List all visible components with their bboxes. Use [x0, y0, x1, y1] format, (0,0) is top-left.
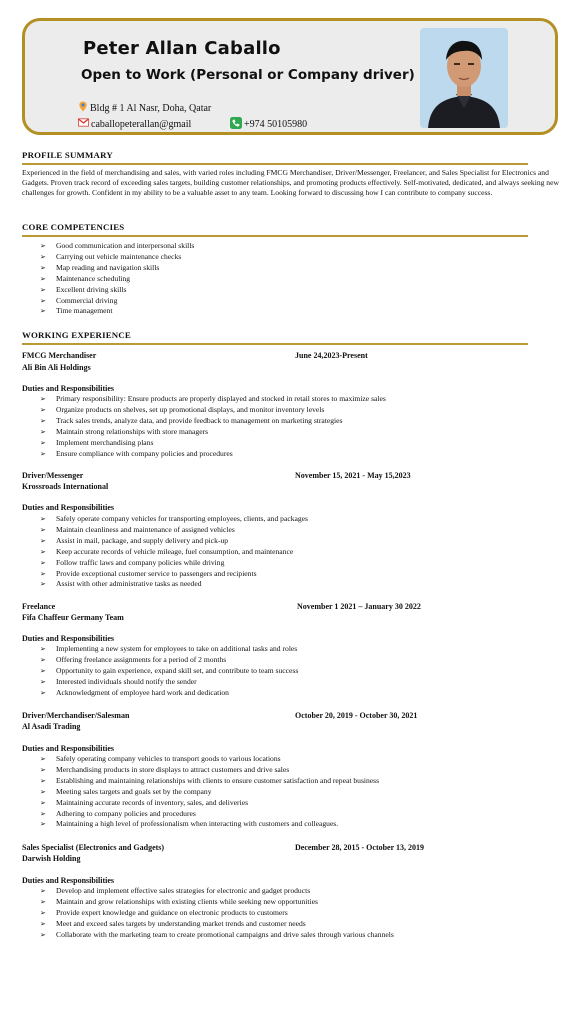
- list-item: ➢ Keep accurate records of vehicle mileage, fuel consumption, and maintenance: [40, 546, 294, 556]
- phone-text[interactable]: +974 50105980: [244, 119, 308, 130]
- job-title: Driver/Messenger: [22, 471, 84, 480]
- list-item: ➢ Maintain cleanliness and maintenance of assigned vehicles: [40, 524, 235, 534]
- list-item: ➢ Follow traffic laws and company policies while driving: [40, 557, 225, 567]
- job-company: Al Asadi Trading: [22, 722, 81, 731]
- list-item: ➢ Adhering to company policies and procedures: [40, 808, 196, 818]
- list-item: ➢ Offering freelance assignments for a period of 2 months: [40, 654, 227, 664]
- arrow-bullet-icon: ➢: [40, 897, 46, 906]
- list-item: ➢ Carrying out vehicle maintenance checks: [40, 251, 182, 261]
- arrow-bullet-icon: ➢: [40, 677, 46, 686]
- core-competencies-heading: CORE COMPETENCIES: [22, 222, 125, 232]
- job-title: Freelance: [22, 602, 56, 611]
- list-item: ➢ Provide exceptional customer service to passengers and recipients: [40, 568, 257, 578]
- resume-header: [22, 18, 558, 135]
- competencies-list: [40, 241, 194, 317]
- phone-icon: [230, 117, 242, 132]
- arrow-bullet-icon: ➢: [40, 416, 46, 425]
- arrow-bullet-icon: ➢: [40, 787, 46, 796]
- job-company: Ali Bin Ali Holdings: [22, 363, 91, 372]
- list-item: ➢ Primary responsibility: Ensure products are properly displayed and stocked in retail stores to maximize sales: [40, 394, 386, 403]
- list-item: ➢ Assist with other administrative tasks as needed: [40, 579, 202, 589]
- duties-list: [40, 754, 379, 830]
- list-item: ➢ Track sales trends, analyze data, and provide feedback to management on marketing strategies: [40, 415, 343, 425]
- list-item: ➢ Ensure compliance with company policies and procedures: [40, 448, 233, 458]
- gmail-icon: [78, 118, 89, 130]
- arrow-bullet-icon: ➢: [40, 645, 46, 653]
- list-item: ➢ Opportunity to gain experience, expand skill set, and contribute to team success: [40, 665, 299, 675]
- job-title: Driver/Merchandiser/Salesman: [22, 711, 130, 720]
- arrow-bullet-icon: ➢: [40, 263, 46, 272]
- candidate-name: Peter Allan Caballo: [83, 38, 281, 59]
- job-company: Fifa Chaffeur Germany Team: [22, 613, 124, 622]
- arrow-bullet-icon: ➢: [40, 547, 46, 556]
- arrow-bullet-icon: ➢: [40, 395, 46, 403]
- arrow-bullet-icon: ➢: [40, 296, 46, 305]
- list-item: ➢ Establishing and maintaining relationships with clients to ensure customer satisfaction and repeat business: [40, 775, 380, 785]
- section-divider: [22, 235, 528, 237]
- arrow-bullet-icon: ➢: [40, 438, 46, 447]
- arrow-bullet-icon: ➢: [40, 776, 46, 785]
- list-item: ➢ Provide expert knowledge and guidance on electronic products to customers: [40, 907, 288, 917]
- job-date: November 1 2021 – January 30 2022: [297, 602, 421, 611]
- duties-heading: Duties and Responsibilities: [22, 384, 115, 393]
- arrow-bullet-icon: ➢: [40, 908, 46, 917]
- list-item: ➢ Map reading and navigation skills: [40, 262, 160, 272]
- phone-row: [230, 117, 307, 132]
- list-item: ➢ Maintain and grow relationships with existing clients while seeking new opportunities: [40, 896, 318, 906]
- arrow-bullet-icon: ➢: [40, 820, 46, 829]
- arrow-bullet-icon: ➢: [40, 666, 46, 675]
- profile-summary-text: Experienced in the field of merchandising and sales, with varied roles including FMCG Merchandiser, Driver/Messenger, Freelancer, and Sales Specialist for Electronics and Gadgets. Proven track record of exceeding sales targets, building customer relationships, and promoting products effectively. Self-motivated, dedicated, and always seeking new challenges for growth. Confident in my ability to be a valuable asset to any team. Looking forward to discussing how I can contribute to company success.: [22, 168, 559, 198]
- arrow-bullet-icon: ➢: [40, 655, 46, 664]
- arrow-bullet-icon: ➢: [40, 765, 46, 774]
- arrow-bullet-icon: ➢: [40, 558, 46, 567]
- list-item: ➢ Maintain strong relationships with store managers: [40, 426, 209, 436]
- working-experience-heading: WORKING EXPERIENCE: [22, 330, 131, 340]
- arrow-bullet-icon: ➢: [40, 242, 46, 250]
- list-item: ➢ Safely operate company vehicles for transporting employees, clients, and packages: [40, 514, 308, 523]
- address-text: Bldg # 1 Al Nasr, Doha, Qatar: [90, 102, 212, 114]
- headline: Open to Work (Personal or Company driver): [81, 67, 415, 83]
- arrow-bullet-icon: ➢: [40, 798, 46, 807]
- duties-list: [40, 394, 386, 459]
- arrow-bullet-icon: ➢: [40, 887, 46, 895]
- arrow-bullet-icon: ➢: [40, 307, 46, 316]
- section-divider: [22, 343, 528, 345]
- arrow-bullet-icon: ➢: [40, 580, 46, 589]
- arrow-bullet-icon: ➢: [40, 688, 46, 697]
- list-item: ➢ Implement merchandising plans: [40, 437, 154, 447]
- arrow-bullet-icon: ➢: [40, 515, 46, 523]
- list-item: ➢ Time management: [40, 306, 113, 316]
- arrow-bullet-icon: ➢: [40, 274, 46, 283]
- profile-summary-heading: PROFILE SUMMARY: [22, 150, 113, 160]
- list-item: ➢ Collaborate with the marketing team to create promotional campaigns and drive sales through various channels: [40, 929, 394, 939]
- arrow-bullet-icon: ➢: [40, 285, 46, 294]
- list-item: ➢ Implementing a new system for employees to take on additional tasks and roles: [40, 644, 298, 653]
- job-date: November 15, 2021 - May 15,2023: [295, 471, 411, 480]
- arrow-bullet-icon: ➢: [40, 405, 46, 414]
- list-item: ➢ Excellent driving skills: [40, 284, 127, 294]
- duties-heading: Duties and Responsibilities: [22, 634, 115, 643]
- duties-heading: Duties and Responsibilities: [22, 744, 115, 753]
- arrow-bullet-icon: ➢: [40, 755, 46, 763]
- list-item: ➢ Maintaining a high level of professionalism when interacting with customers and colleagues.: [40, 819, 339, 829]
- list-item: ➢ Maintaining accurate records of inventory, sales, and deliveries: [40, 797, 249, 807]
- location-pin-icon: [78, 101, 88, 115]
- arrow-bullet-icon: ➢: [40, 809, 46, 818]
- job-company: Darwish Holding: [22, 854, 81, 863]
- duties-heading: Duties and Responsibilities: [22, 876, 115, 885]
- list-item: ➢ Commercial driving: [40, 295, 118, 305]
- arrow-bullet-icon: ➢: [40, 427, 46, 436]
- list-item: ➢ Interested individuals should notify the sender: [40, 676, 197, 686]
- list-item: ➢ Meet and exceed sales targets by understanding market trends and customer needs: [40, 918, 306, 928]
- profile-photo: [420, 28, 508, 128]
- arrow-bullet-icon: ➢: [40, 536, 46, 545]
- email-text[interactable]: caballopeterallan@gmail: [91, 118, 192, 130]
- list-item: ➢ Safely operating company vehicles to transport goods to various locations: [40, 754, 281, 763]
- list-item: ➢ Develop and implement effective sales strategies for electronic and gadget products: [40, 886, 311, 895]
- job-date: June 24,2023-Present: [295, 351, 368, 360]
- job-company: Krossroads International: [22, 482, 109, 491]
- arrow-bullet-icon: ➢: [40, 525, 46, 534]
- duties-heading: Duties and Responsibilities: [22, 503, 115, 512]
- arrow-bullet-icon: ➢: [40, 252, 46, 261]
- section-divider: [22, 163, 528, 165]
- job-title: FMCG Merchandiser: [22, 351, 97, 360]
- arrow-bullet-icon: ➢: [40, 449, 46, 458]
- list-item: ➢ Organize products on shelves, set up promotional displays, and monitor inventory levels: [40, 404, 325, 414]
- list-item: ➢ Acknowledgment of employee hard work and dedication: [40, 687, 229, 697]
- list-item: ➢ Merchandising products in store displays to attract customers and drive sales: [40, 764, 290, 774]
- list-item: ➢ Meeting sales targets and goals set by the company: [40, 786, 212, 796]
- duties-list: [40, 886, 394, 941]
- duties-list: [40, 644, 298, 699]
- list-item: ➢ Good communication and interpersonal skills: [40, 241, 195, 250]
- job-date: December 28, 2015 - October 13, 2019: [295, 843, 425, 852]
- list-item: ➢ Maintenance scheduling: [40, 273, 131, 283]
- arrow-bullet-icon: ➢: [40, 930, 46, 939]
- list-item: ➢ Assist in mail, package, and supply delivery and pick-up: [40, 535, 229, 545]
- duties-list: [40, 514, 308, 590]
- job-title: Sales Specialist (Electronics and Gadgets): [22, 843, 165, 852]
- arrow-bullet-icon: ➢: [40, 919, 46, 928]
- address-row: [78, 101, 211, 115]
- arrow-bullet-icon: ➢: [40, 569, 46, 578]
- job-date: October 20, 2019 - October 30, 2021: [295, 711, 418, 720]
- email-row: [78, 118, 191, 130]
